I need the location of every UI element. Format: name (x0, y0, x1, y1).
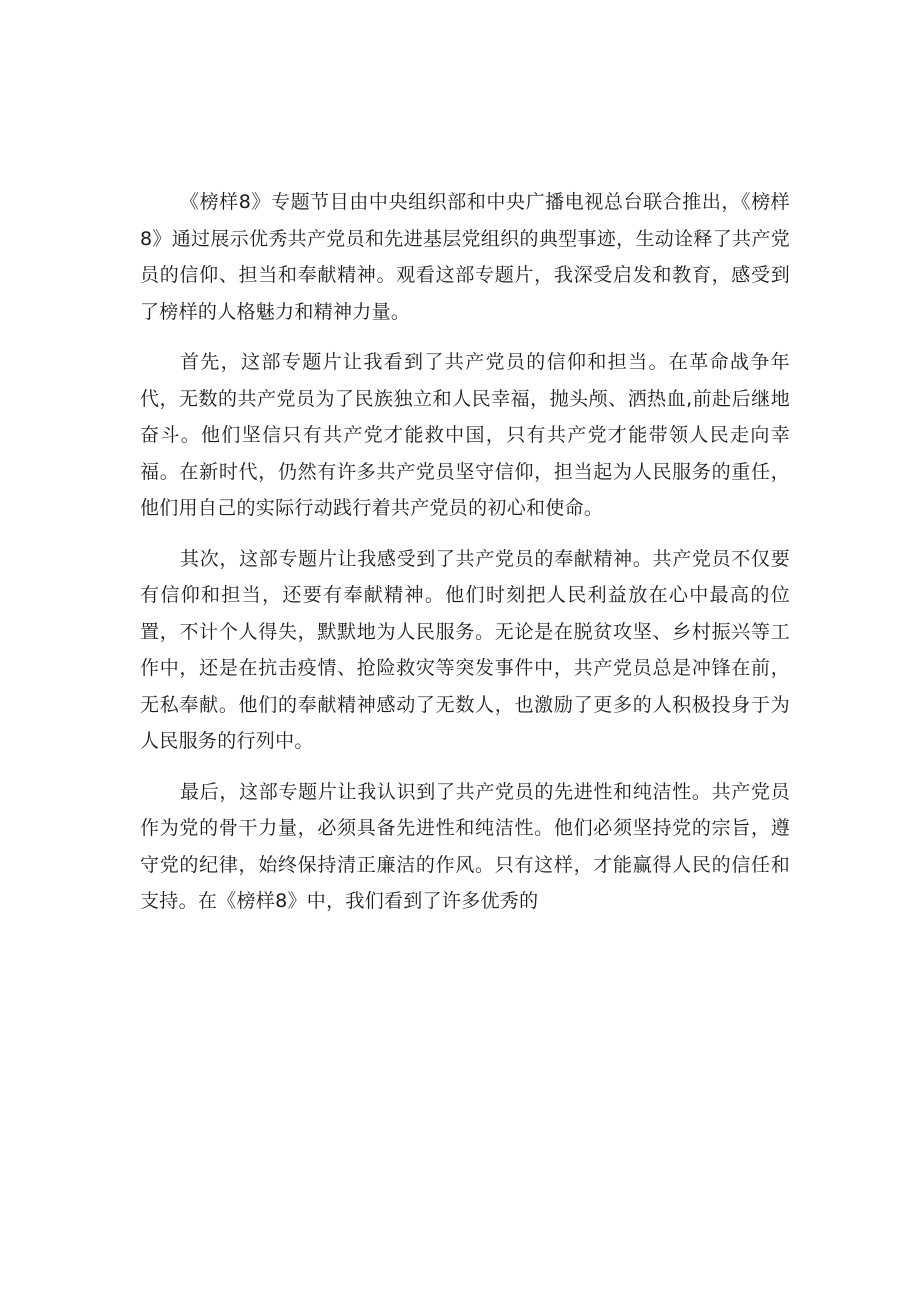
paragraph-last: 最后，这部专题片让我认识到了共产党员的先进性和纯洁性。共产党员作为党的骨干力量，必须具备先进性和纯洁性。他们必须坚持党的宗旨，遵守党的纪律，始终保持清正廉洁的作风。只有这样，才能赢得人民的信任和支持。在《榜样8》中，我们看到了许多优秀的 (140, 780, 790, 912)
paragraph-second: 其次，这部专题片让我感受到了共产党员的奉献精神。共产党员不仅要有信仰和担当，还要有奉献精神。他们时刻把人民利益放在心中最高的位置，不计个人得失，默默地为人民服务。无论是在脱贫攻坚、乡村振兴等工作中，还是在抗击疫情、抢险救灾等突发事件中，共产党员总是冲锋在前，无私奉献。他们的奉献精神感动了无数人，也激励了更多的人积极投身于为人民服务的行列中。 (140, 547, 790, 752)
paragraph-first: 首先，这部专题片让我看到了共产党员的信仰和担当。在革命战争年代，无数的共产党员为了民族独立和人民幸福，抛头颅、洒热血,前赴后继地奋斗。他们坚信只有共产党才能救中国，只有共产党才能带领人民走向幸福。在新时代，仍然有许多共产党员坚守信仰，担当起为人民服务的重任，他们用自己的实际行动践行着共产党员的初心和使命。 (140, 351, 790, 519)
document-body (140, 184, 790, 934)
paragraph-intro: 《榜样8》专题节目由中央组织部和中央广播电视总台联合推出，《榜样8》通过展示优秀共产党员和先进基层党组织的典型事迹，生动诠释了共产党员的信仰、担当和奉献精神。观看这部专题片，我深受启发和教育，感受到了榜样的人格魅力和精神力量。 (140, 191, 790, 323)
